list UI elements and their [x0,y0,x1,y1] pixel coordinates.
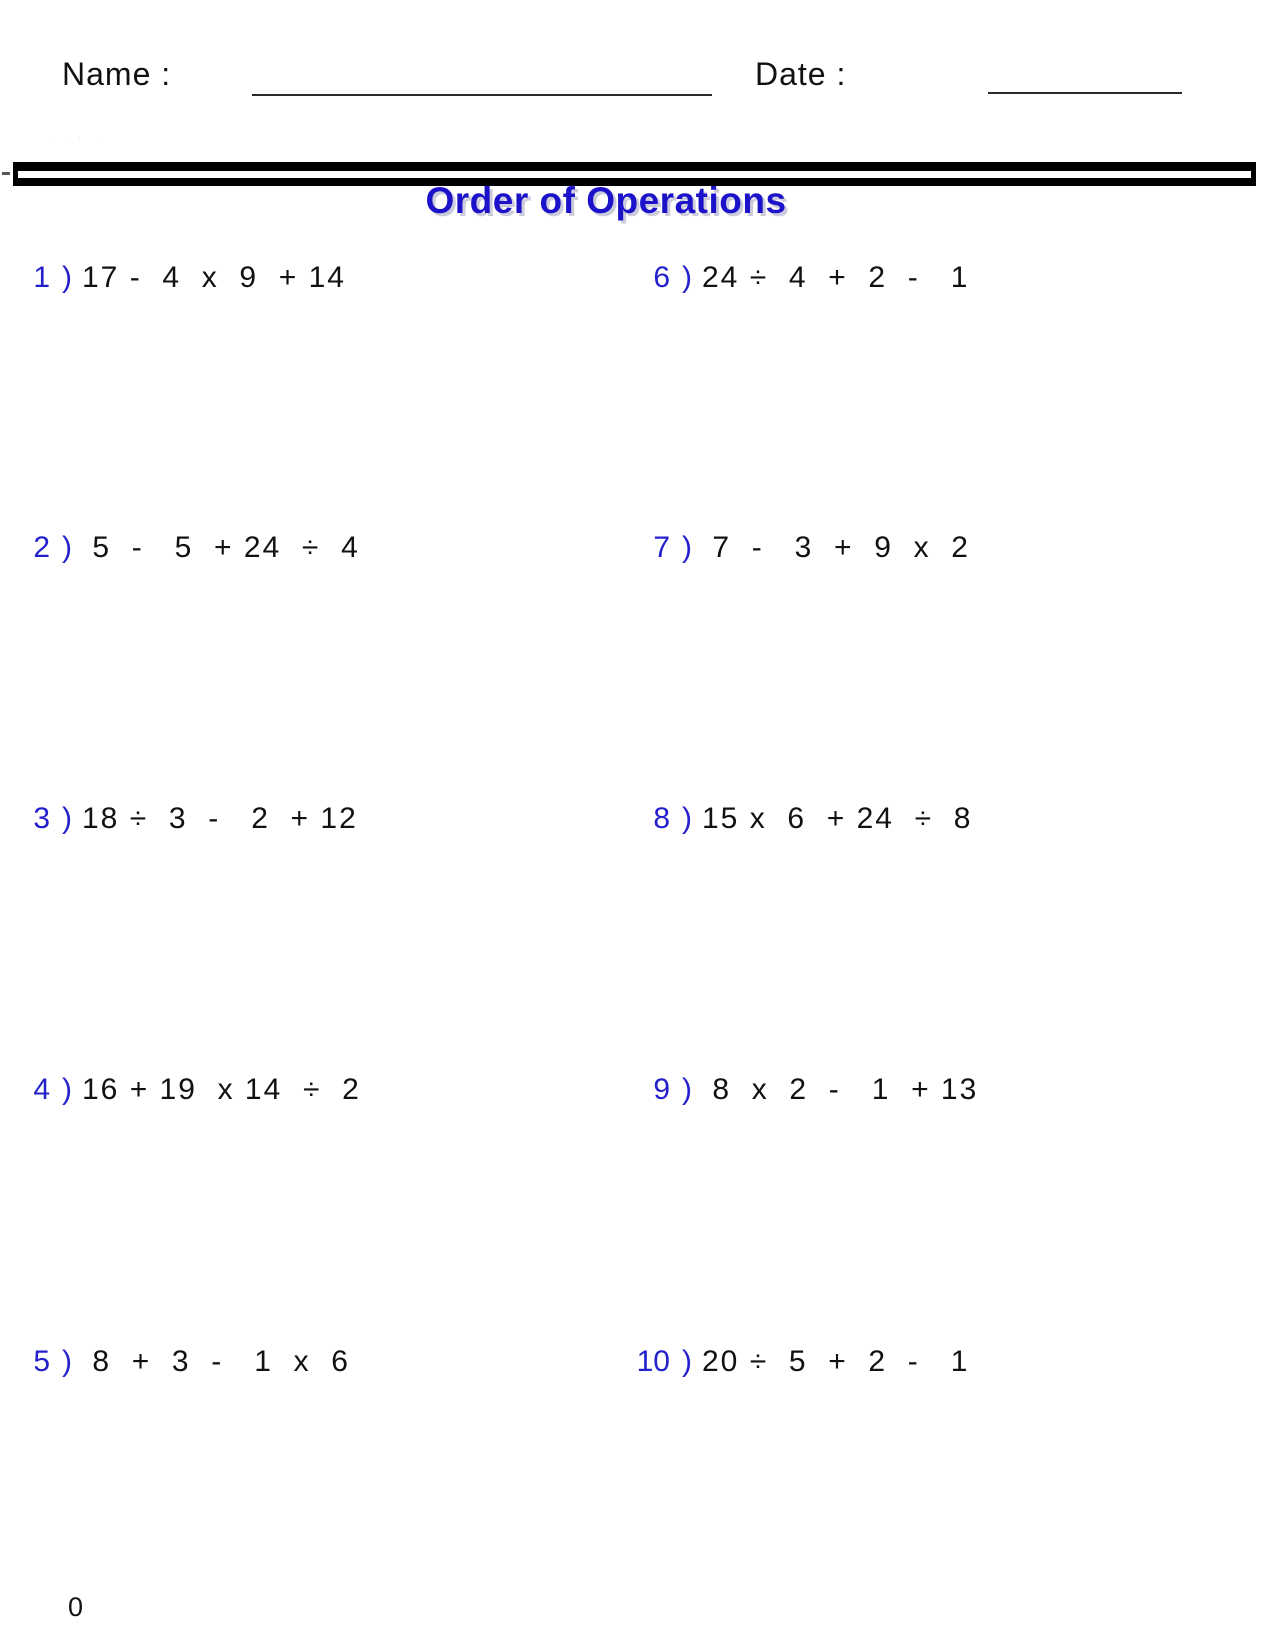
problem-9 [620,1072,978,1108]
problem-8 [620,801,972,837]
problem-4 [0,1072,361,1108]
divider-dash [2,172,10,175]
problem-paren: ) [682,261,692,294]
problem-paren: ) [682,1073,692,1106]
problem-expression: 18 ÷ 3 - 2 + 12 [82,802,358,835]
problem-3 [0,801,358,837]
problem-expression: 24 ÷ 4 + 2 - 1 [702,261,970,294]
problem-number: 6 [653,261,670,294]
problem-paren: ) [62,1073,72,1106]
problem-paren: ) [682,1345,692,1378]
name-write-line [252,94,712,96]
date-label: Date : [755,56,847,92]
problem-number: 4 [33,1073,50,1106]
problem-number: 1 [33,261,50,294]
name-label: Name : [62,56,172,92]
problem-expression: 7 - 3 + 9 x 2 [702,531,970,564]
page-title: Order of Operations [425,180,787,221]
problem-expression: 20 ÷ 5 + 2 - 1 [702,1345,970,1378]
divider-rule-inner [18,171,1251,178]
problem-7 [620,530,970,566]
problem-number: 7 [653,531,670,564]
problem-expression: 8 x 2 - 1 + 13 [702,1073,979,1106]
problem-2 [0,530,360,566]
smudge-artifact: · ·· · [48,130,107,142]
footer-page-number: 0 [68,1592,84,1622]
date-write-line [988,92,1182,94]
problem-number: 5 [33,1345,50,1378]
problem-paren: ) [62,261,72,294]
problem-number: 10 [636,1345,670,1378]
problem-expression: 8 + 3 - 1 x 6 [82,1345,350,1378]
problem-number: 9 [653,1073,670,1106]
problem-paren: ) [682,531,692,564]
problem-6 [620,260,969,296]
problem-1 [0,260,346,296]
problem-paren: ) [62,1345,72,1378]
problem-expression: 15 x 6 + 24 ÷ 8 [702,802,973,835]
problem-expression: 17 - 4 x 9 + 14 [82,261,346,294]
problem-expression: 16 + 19 x 14 ÷ 2 [82,1073,361,1106]
problem-paren: ) [682,802,692,835]
problem-expression: 5 - 5 + 24 ÷ 4 [82,531,360,564]
problem-10 [620,1344,969,1380]
problem-number: 8 [653,802,670,835]
problem-5 [0,1344,350,1380]
problem-paren: ) [62,802,72,835]
problem-number: 3 [33,802,50,835]
problem-paren: ) [62,531,72,564]
problem-number: 2 [33,531,50,564]
